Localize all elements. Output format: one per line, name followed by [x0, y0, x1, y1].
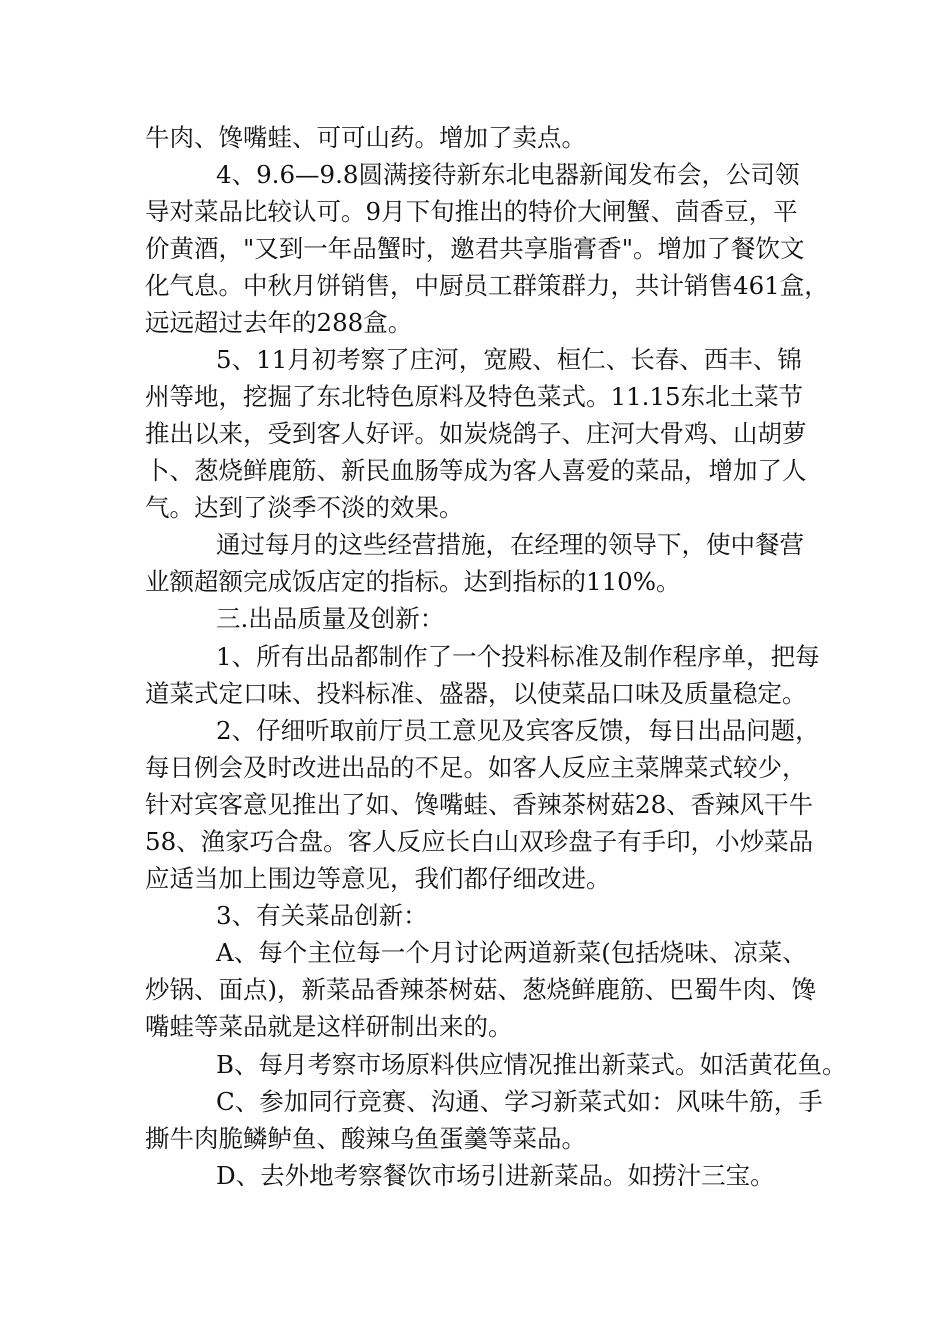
text-line-20: 58、渔家巧合盘。客人反应长白山双珍盘子有手印，小炒菜品	[145, 827, 814, 856]
text-line-10: 卜、葱烧鲜鹿筋、新民血肠等成为客人喜爱的菜品，增加了人	[145, 456, 807, 485]
text-line-15: 1、所有出品都制作了一个投料标准及制作程序单，把每	[216, 642, 820, 671]
text-line-12: 通过每月的这些经营措施，在经理的领导下，使中餐营	[216, 530, 804, 559]
text-line-27: C、参加同行竞赛、沟通、学习新菜式如：风味牛筋，手	[216, 1087, 823, 1116]
text-line-16: 道菜式定口味、投料标准、盛器，以使菜品口味及质量稳定。	[145, 679, 807, 708]
text-line-21: 应适当加上围边等意见，我们都仔细改进。	[145, 864, 611, 893]
text-line-3: 导对菜品比较认可。9月下旬推出的特价大闸蟹、茴香豆，平	[145, 197, 798, 226]
text-line-13: 业额超额完成饭店定的指标。达到指标的110%。	[145, 567, 681, 596]
text-line-29: D、去外地考察餐饮市场引进新菜品。如捞汁三宝。	[216, 1161, 775, 1190]
text-line-2: 4、9.6—9.8圆满接待新东北电器新闻发布会，公司领	[216, 160, 800, 189]
section-heading: 三.出品质量及创新：	[216, 604, 445, 633]
text-line-28: 撕牛肉脆鳞鲈鱼、酸辣乌鱼蛋羹等菜品。	[145, 1124, 586, 1153]
text-line-23: A、每个主位每一个月讨论两道新菜(包括烧味、凉菜、	[216, 938, 807, 967]
text-line-22: 3、有关菜品创新：	[216, 901, 428, 930]
text-line-6: 远远超过去年的288盒。	[145, 308, 413, 337]
text-line-11: 气。达到了淡季不淡的效果。	[145, 493, 464, 522]
text-line-26: B、每月考察市场原料供应情况推出新菜式。如活黄花鱼。	[216, 1050, 847, 1079]
text-line-25: 嘴蛙等菜品就是这样研制出来的。	[145, 1012, 513, 1041]
text-line-17: 2、仔细听取前厅员工意见及宾客反馈，每日出品问题，	[216, 716, 820, 745]
text-line-8: 州等地，挖掘了东北特色原料及特色菜式。11.15东北土菜节	[145, 382, 804, 411]
text-line-19: 针对宾客意见推出了如、馋嘴蛙、香辣茶树菇28、香辣风干牛	[145, 790, 814, 819]
text-line-1: 牛肉、馋嘴蛙、可可山药。增加了卖点。	[145, 123, 586, 152]
text-line-7: 5、11月初考察了庄河，宽殿、桓仁、长春、西丰、锦	[216, 345, 802, 374]
text-line-4: 价黄酒，"又到一年品蟹时，邀君共享脂膏香"。增加了餐饮文	[145, 234, 805, 263]
text-line-18: 每日例会及时改进出品的不足。如客人反应主菜牌菜式较少，	[145, 753, 807, 782]
text-line-9: 推出以来，受到客人好评。如炭烧鸽子、庄河大骨鸡、山胡萝	[145, 419, 807, 448]
text-line-5: 化气息。中秋月饼销售，中厨员工群策群力，共计销售461盒，	[145, 271, 829, 300]
text-line-24: 炒锅、面点)，新菜品香辣茶树菇、葱烧鲜鹿筋、巴蜀牛肉、馋	[145, 975, 817, 1004]
